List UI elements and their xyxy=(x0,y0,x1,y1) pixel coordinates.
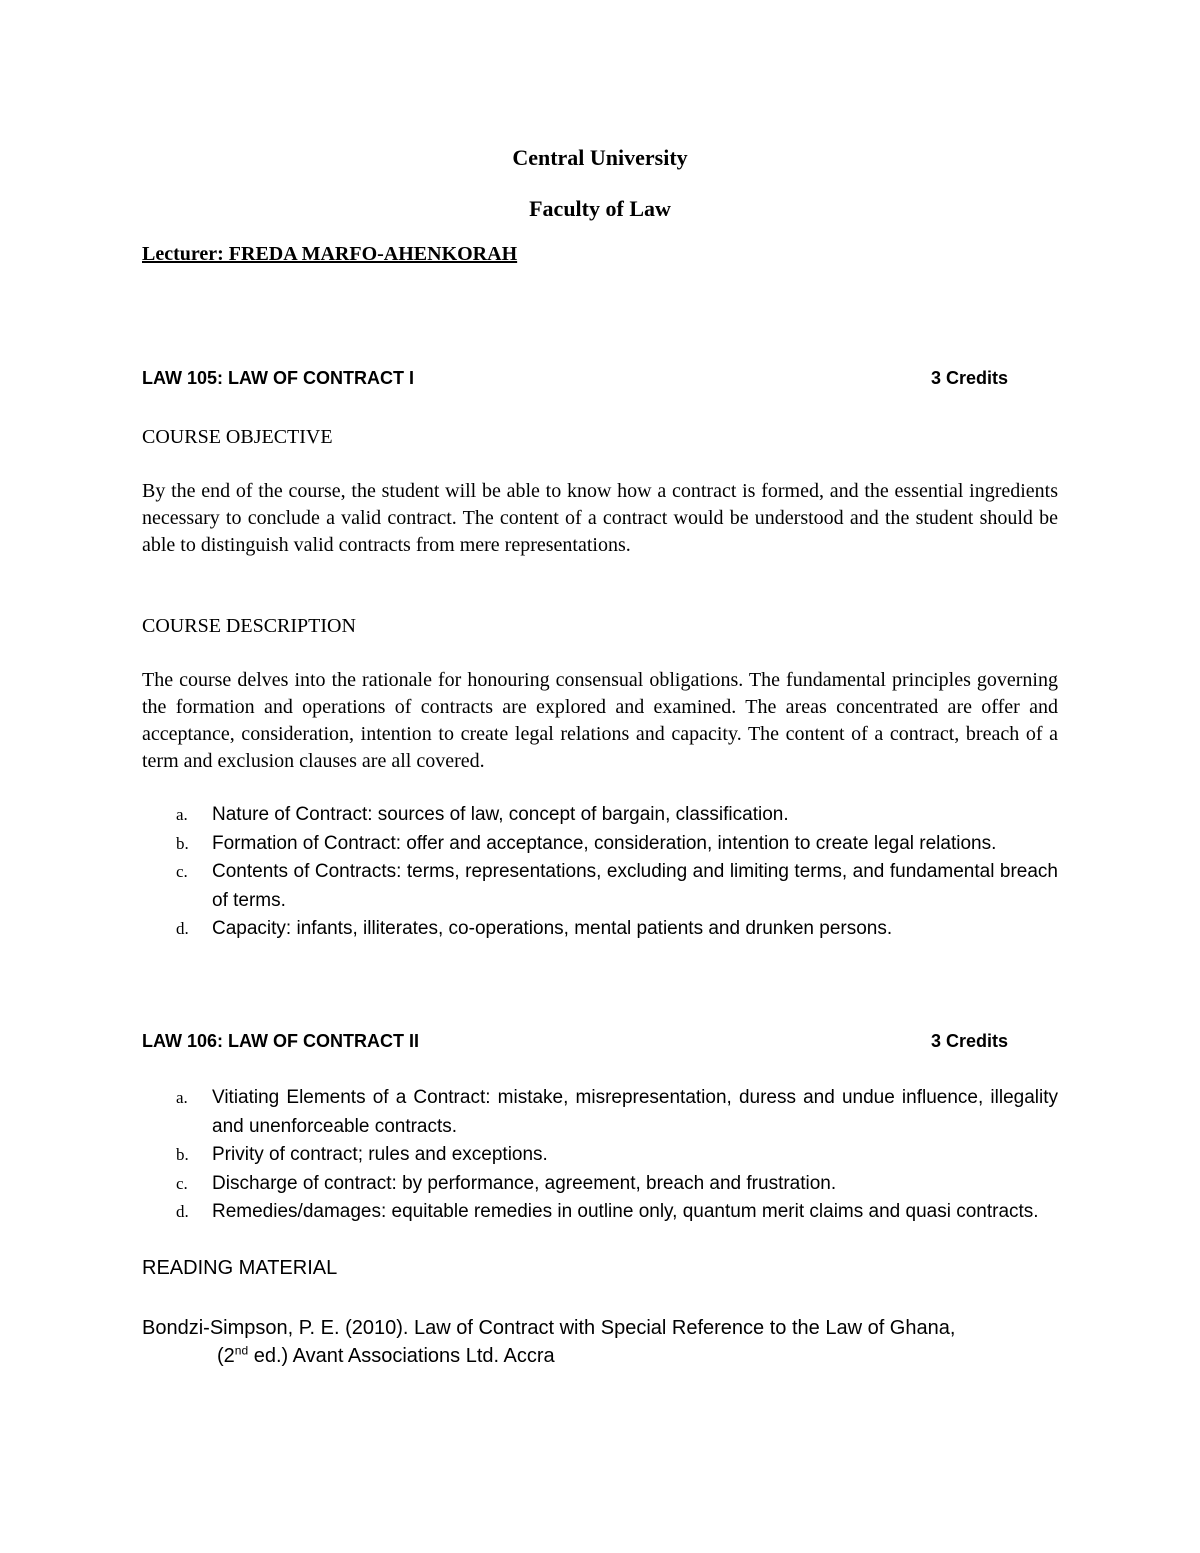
list-item-text: Vitiating Elements of a Contract: mistake, misrepresentation, duress and undue influence, illegality and unenforceable contracts. xyxy=(212,1087,1058,1137)
course-105-title: LAW 105: LAW OF CONTRACT I xyxy=(142,368,414,388)
list-marker: b. xyxy=(176,833,189,853)
course-106-heading xyxy=(142,1031,1008,1052)
course-105-heading xyxy=(142,368,1008,389)
list-marker: a. xyxy=(176,1088,188,1107)
course-105-topic-list xyxy=(142,801,1058,944)
list-marker: a. xyxy=(176,805,188,824)
list-item-text: Capacity: infants, illiterates, co-operations, mental patients and drunken persons. xyxy=(212,918,893,939)
list-item xyxy=(142,915,1058,944)
reading-reference xyxy=(142,1314,1058,1370)
list-item xyxy=(142,1170,1058,1199)
course-description-label: COURSE DESCRIPTION xyxy=(142,615,356,637)
list-item xyxy=(142,801,1058,830)
list-marker: c. xyxy=(176,862,188,881)
list-item xyxy=(142,1141,1058,1170)
reference-edition-sup: nd xyxy=(234,1343,249,1358)
reference-line-1: Bondzi-Simpson, P. E. (2010). Law of Contract with Special Reference to the Law of Ghana, xyxy=(142,1317,956,1339)
faculty-title: Faculty of Law xyxy=(529,196,671,221)
list-item-text: Remedies/damages: equitable remedies in outline only, quantum merit claims and quasi contracts. xyxy=(212,1201,1039,1222)
course-description-text: The course delves into the rationale for honouring consensual obligations. The fundamental principles governing the formation and operations of contracts are explored and examined. The areas concentrated are offer and acceptance, consideration, intention to create legal relations and capacity. The content of a contract, breach of a term and exclusion clauses are all covered. xyxy=(142,669,1058,772)
list-item-text: Contents of Contracts: terms, representations, excluding and limiting terms, and fundamental breach of terms. xyxy=(212,861,1058,911)
lecturer-line: Lecturer: FREDA MARFO-AHENKORAH xyxy=(142,243,518,265)
list-item xyxy=(142,1198,1058,1227)
list-item-text: Discharge of contract: by performance, agreement, breach and frustration. xyxy=(212,1172,837,1194)
reference-publisher: ed.) Avant Associations Ltd. Accra xyxy=(248,1345,555,1367)
course-105-credits: 3 Credits xyxy=(930,368,1008,388)
course-106-credits: 3 Credits xyxy=(930,1031,1008,1051)
reference-edition-open: (2 xyxy=(217,1345,235,1367)
course-objective-text: By the end of the course, the student will be able to know how a contract is formed, and the essential ingredients necessary to conclude a valid contract. The content of a contract would be understood and the student should be able to distinguish valid contracts from mere representations. xyxy=(142,480,1058,556)
list-item-text: Nature of Contract: sources of law, concept of bargain, classification. xyxy=(212,804,789,825)
reference-line-2 xyxy=(142,1342,1058,1370)
list-item xyxy=(142,858,1058,915)
list-item-text: Formation of Contract: offer and acceptance, consideration, intention to create legal relations. xyxy=(212,832,997,854)
list-marker: d. xyxy=(176,919,189,938)
list-item-text: Privity of contract; rules and exceptions. xyxy=(212,1144,548,1165)
course-objective-label: COURSE OBJECTIVE xyxy=(142,426,333,448)
list-item xyxy=(142,1084,1058,1141)
list-marker: c. xyxy=(176,1173,188,1193)
list-item xyxy=(142,830,1058,859)
university-title: Central University xyxy=(512,145,688,170)
list-marker: d. xyxy=(176,1202,189,1221)
list-marker: b. xyxy=(176,1145,189,1164)
course-106-title: LAW 106: LAW OF CONTRACT II xyxy=(142,1031,419,1051)
reading-material-label: READING MATERIAL xyxy=(142,1257,338,1279)
course-106-topic-list xyxy=(142,1084,1058,1227)
